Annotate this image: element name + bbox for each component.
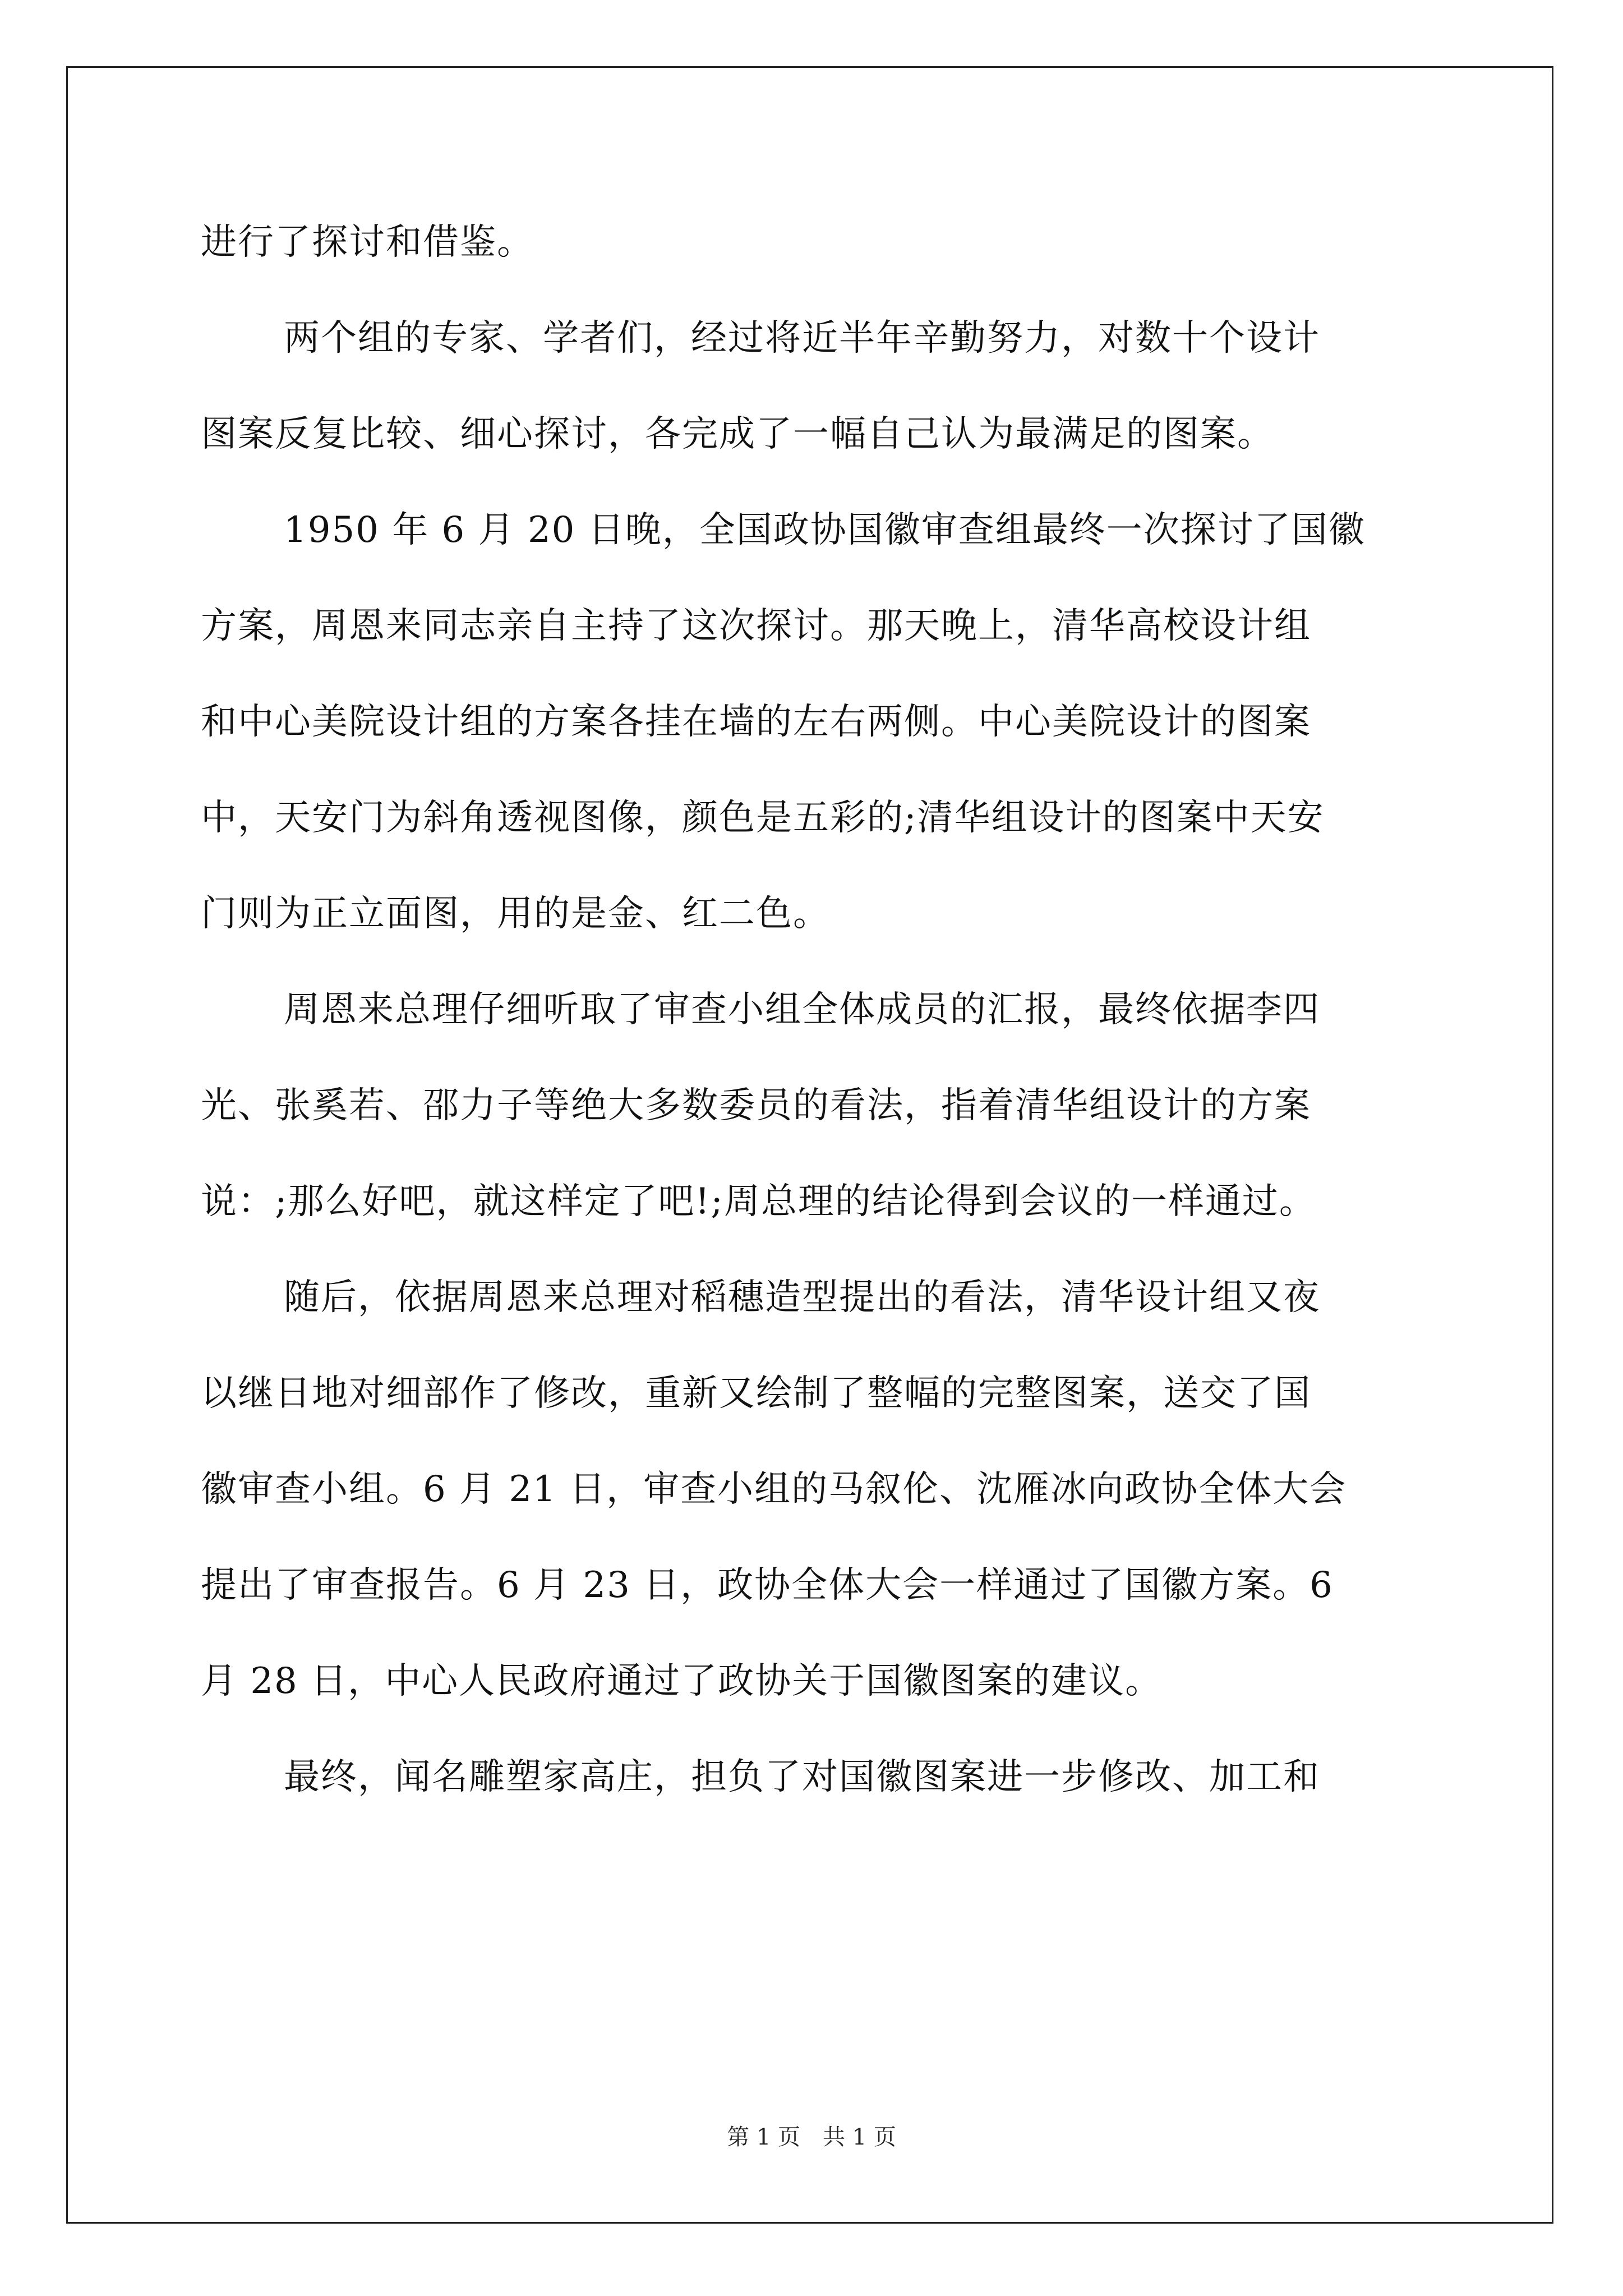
- page-border: [66, 66, 1553, 2224]
- text-line: 月 28 日，中心人民政府通过了政协关于国徽图案的建议。: [201, 1660, 1163, 1702]
- text-line: 随后，依据周恩来总理对稻穗造型提出的看法，清华设计组又夜: [284, 1277, 1320, 1318]
- text-line: 1950 年 6 月 20 日晚，全国政协国徽审查组最终一次探讨了国徽: [284, 509, 1366, 551]
- text-line: 最终，闻名雕塑家高庄，担负了对国徽图案进一步修改、加工和: [284, 1756, 1320, 1798]
- text-line: 周恩来总理仔细听取了审查小组全体成员的汇报，最终依据李四: [284, 989, 1320, 1030]
- text-line: 光、张奚若、邵力子等绝大多数委员的看法，指着清华组设计的方案: [201, 1085, 1311, 1126]
- text-line: 门则为正立面图，用的是金、红二色。: [201, 893, 830, 935]
- text-line: 两个组的专家、学者们，经过将近半年辛勤努力，对数十个设计: [284, 318, 1320, 359]
- text-line: 方案，周恩来同志亲自主持了这次探讨。那天晚上，清华高校设计组: [201, 605, 1311, 647]
- text-line: 以继日地对细部作了修改，重新又绘制了整幅的完整图案，送交了国: [201, 1373, 1311, 1414]
- text-line: 徽审查小组。6 月 21 日，审查小组的马叙伦、沈雁冰向政协全体大会: [201, 1469, 1347, 1510]
- text-line: 提出了审查报告。6 月 23 日，政协全体大会一样通过了国徽方案。6: [201, 1565, 1334, 1606]
- text-line: 和中心美院设计组的方案各挂在墙的左右两侧。中心美院设计的图案: [201, 701, 1311, 743]
- text-line: 说：;那么好吧，就这样定了吧!;周总理的结论得到会议的一样通过。: [201, 1181, 1316, 1222]
- text-line: 中，天安门为斜角透视图像，颜色是五彩的;清华组设计的图案中天安: [201, 797, 1325, 839]
- text-line: 进行了探讨和借鉴。: [201, 222, 534, 263]
- page-number-footer: 第 1 页 共 1 页: [727, 2124, 896, 2150]
- text-line: 图案反复比较、细心探讨，各完成了一幅自己认为最满足的图案。: [201, 413, 1274, 455]
